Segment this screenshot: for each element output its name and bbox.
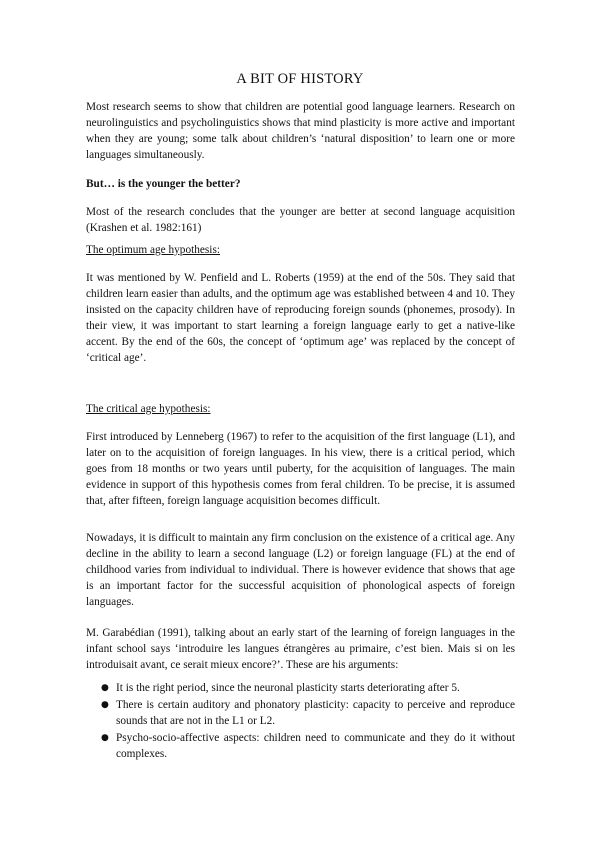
optimum-age-paragraph: It was mentioned by W. Penfield and L. Roberts (1959) at the end of the 50s. They said that children learn easier than adults, and the optimum age was established between 4 and 10. They insisted on the capacity children have of reproducing foreign sounds (phonemes, prosody). In their view, it was important to start learning a foreign language early to get a native-like accent. By the end of the 60s, the concept of ‘optimum age’ was replaced by the concept of ‘critical age’.: [86, 272, 515, 364]
intro-paragraph: Most research seems to show that children are potential good language learners. Research on neurolinguistics and psycholinguistics shows that mind plasticity is more active and important when they are young; some talk about children’s ‘natural disposition’ to learn one or more languages simultaneously.: [86, 101, 515, 161]
nowadays-paragraph: Nowadays, it is difficult to maintain any firm conclusion on the existence of a critical age. Any decline in the ability to learn a second language (L2) or foreign language (FL) at the end of childhood varies from individual to individual. There is however evidence that shows that age is an important factor for the successful acquisition of phonological aspects of foreign languages.: [86, 532, 515, 608]
page-title: A BIT OF HISTORY: [236, 71, 364, 87]
list-item: ● Psycho-socio-affective aspects: children need to communicate and they do it without complexes.: [86, 731, 515, 763]
optimum-age-heading-text: The optimum age hypothesis:: [86, 244, 220, 256]
research-paragraph: Most of the research concludes that the younger are better at second language acquisition (Krashen et al. 1982:161): [86, 206, 515, 234]
list-item: ● It is the right period, since the neuronal plasticity starts deteriorating after 5.: [86, 681, 515, 697]
critical-age-heading: [86, 402, 515, 418]
critical-age-paragraph: First introduced by Lenneberg (1967) to refer to the acquisition of the first language (L1), and later on to the acquisition of foreign languages. In his view, there is a critical period, which goes from 18 months or two years until puberty, for the acquisition of languages. The main evidence in support of this hypothesis comes from feral children. To be precise, it is assumed that, after fifteen, foreign language acquisition becomes difficult.: [86, 431, 515, 507]
optimum-age-heading: [86, 243, 515, 259]
garabedian-paragraph: M. Garabédian (1991), talking about an early start of the learning of foreign languages in the infant school says ‘introduire les langues étrangères au primaire, c’est bien. Mais si on les introduisait avant, ce serait mieux encore?’. These are his arguments:: [86, 627, 515, 671]
critical-age-heading-text: The critical age hypothesis:: [86, 403, 211, 415]
list-item: ● There is certain auditory and phonatory plasticity: capacity to perceive and reproduce sounds that are not in the L1 or L2.: [86, 698, 515, 730]
arguments-list: [86, 681, 515, 764]
question-heading: But… is the younger the better?: [86, 178, 241, 190]
